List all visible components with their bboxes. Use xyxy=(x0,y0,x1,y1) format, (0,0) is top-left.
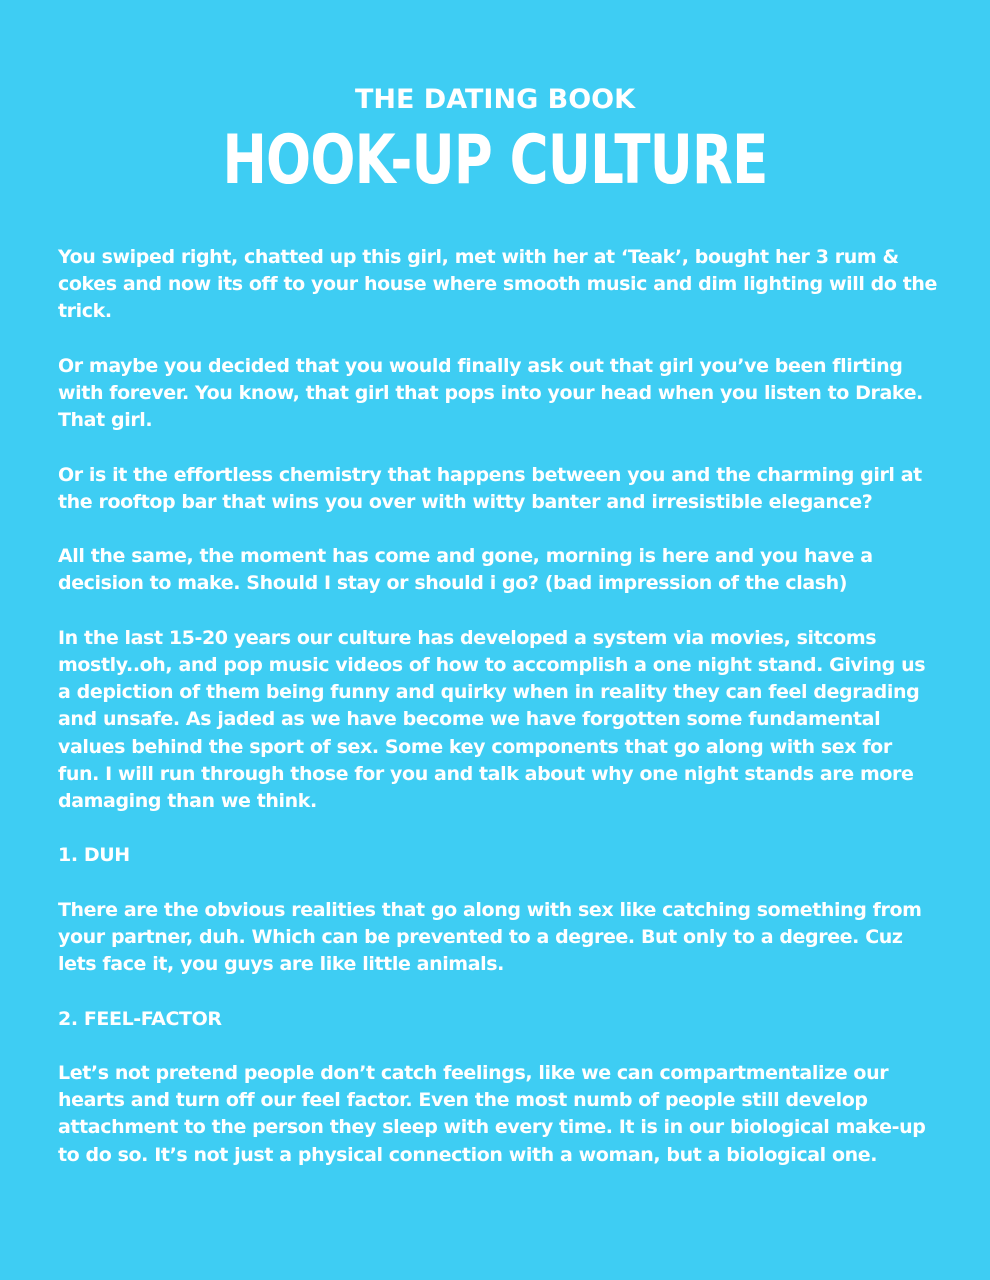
paragraph: Or is it the effortless chemistry that happens between you and the charming girl at the rooftop bar that wins you over with witty banter and irresistible elegance? xyxy=(58,463,922,513)
section-heading-feel-factor: 2. FEEL-FACTOR xyxy=(58,1007,222,1030)
paragraph: In the last 15-20 years our culture has developed a system via movies, sitcoms mostly..oh, and pop music videos of how to accomplish a one night stand. Giving us a depiction of them being funny and quirky when in reality they can feel degrading and unsafe. As jaded as we have become we have forgotten some fundamental values behind the sport of sex. Some key components that go along with sex for fun. I will run through those for you and talk about why one night stands are more damaging than we think. xyxy=(58,626,926,812)
paragraph: Or maybe you decided that you would finally ask out that girl you’ve been flirting with forever. You know, that girl that pops into your head when you listen to Drake. That girl. xyxy=(58,354,923,432)
paragraph: Let’s not pretend people don’t catch feelings, like we can compartmentalize our hearts and turn off our feel factor. Even the most numb of people still develop attachment to the person they sleep with every time. It is in our biological make-up to do so. It’s not just a physical connection with a woman, but a biological one. xyxy=(58,1061,926,1166)
paragraph-intro: You swiped right, chatted up this girl, met with her at ‘Teak’, bought her 3 rum & cokes and now its off to your house where smooth music and dim lighting will do the trick. xyxy=(58,246,938,323)
section-heading-duh: 1. DUH xyxy=(58,844,130,867)
chapter-title: HOOK-UP CULTURE xyxy=(222,121,768,200)
paragraph: There are the obvious realities that go along with sex like catching something from your partner, duh. Which can be prevented to a degree. But only to a degree. Cuz lets face it, you guys are like little animals. xyxy=(58,898,922,976)
book-title: THE DATING BOOK xyxy=(354,84,636,115)
article-body xyxy=(58,244,938,1196)
paragraph: All the same, the moment has come and gone, morning is here and you have a decision to make. Should I stay or should i go? (bad impression of the clash) xyxy=(58,545,873,595)
